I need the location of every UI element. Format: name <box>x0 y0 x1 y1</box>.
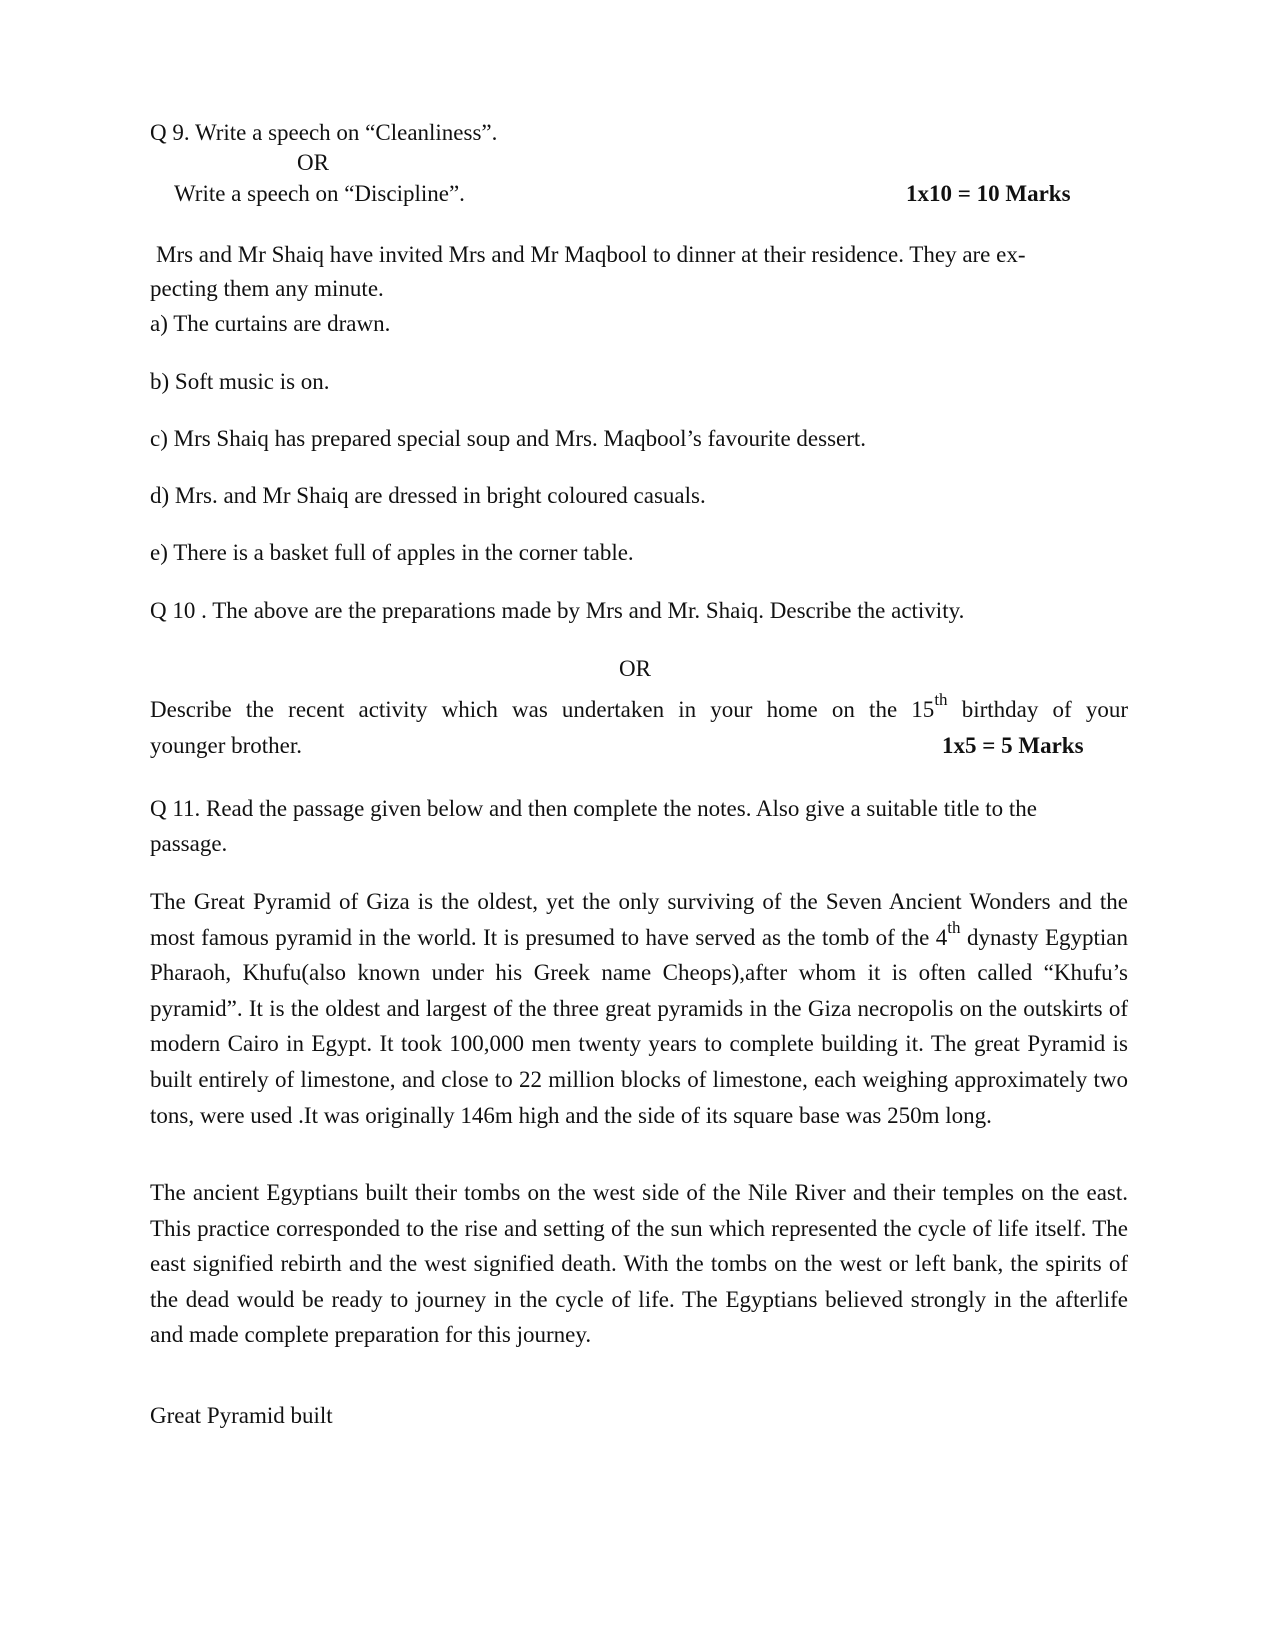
q10-alt-question: Describe the recent activity which was undertaken in your home on the 15th birthday of your <box>150 690 1128 722</box>
q9-question: Q 9. Write a speech on “Cleanliness”. <box>150 120 498 145</box>
passage-paragraph-2: The ancient Egyptians built their tombs on the west side of the Nile River and their temples on the east. This practice corresponded to the rise and setting of the sun which represented the cycle of life itself. The east signified rebirth and the west signified death. With the tombs on the west or left bank, the spirits of the dead would be ready to journey in the cycle of life. The Egyptians believed strongly in the afterlife and made complete preparation for this journey. <box>150 1180 1128 1348</box>
scenario-intro-line2: pecting them any minute. <box>150 276 384 301</box>
passage-paragraph-1: The Great Pyramid of Giza is the oldest, yet the only surviving of the Seven Ancient Wonders and the most famous pyramid in the world. It is presumed to have served as the tomb of the 4th dynasty Egyptian Pharaoh, Khufu(also known under his Greek name Cheops),after whom it is often called “Khufu’s pyramid”. It is the oldest and largest of the three great pyramids in the Giza necropolis on the outskirts of modern Cairo in Egypt. It took 100,000 men twenty years to complete building it. The great Pyramid is built entirely of limestone, and close to 22 million blocks of limestone, each weighing approximately two tons, were used .It was originally 146m high and the side of its square base was 250m long. <box>150 889 1128 1128</box>
scenario-item-d: d) Mrs. and Mr Shaiq are dressed in bright coloured casuals. <box>150 483 706 508</box>
q10-or: OR <box>619 656 651 681</box>
scenario-intro-line1: Mrs and Mr Shaiq have invited Mrs and Mr Maqbool to dinner at their residence. They are ex- <box>156 242 1026 267</box>
scenario-item-b: b) Soft music is on. <box>150 369 330 394</box>
scenario-item-e: e) There is a basket full of apples in the corner table. <box>150 540 634 565</box>
q9-alt-question: Write a speech on “Discipline”. <box>174 181 465 206</box>
scenario-item-c: c) Mrs Shaiq has prepared special soup and Mrs. Maqbool’s favourite dessert. <box>150 426 867 451</box>
q9-or: OR <box>297 150 329 175</box>
q9-marks: 1x10 = 10 Marks <box>906 181 1071 206</box>
q10-marks: 1x5 = 5 Marks <box>942 733 1084 758</box>
q11-question-line1: Q 11. Read the passage given below and then complete the notes. Also give a suitable title to the <box>150 796 1037 821</box>
q11-question-line2: passage. <box>150 831 228 856</box>
q10-question: Q 10 . The above are the preparations made by Mrs and Mr. Shaiq. Describe the activity. <box>150 598 965 623</box>
scenario-item-a: a) The curtains are drawn. <box>150 311 391 336</box>
q10-alt-question-line2: younger brother. <box>150 733 303 758</box>
notes-start: Great Pyramid built <box>150 1403 333 1428</box>
